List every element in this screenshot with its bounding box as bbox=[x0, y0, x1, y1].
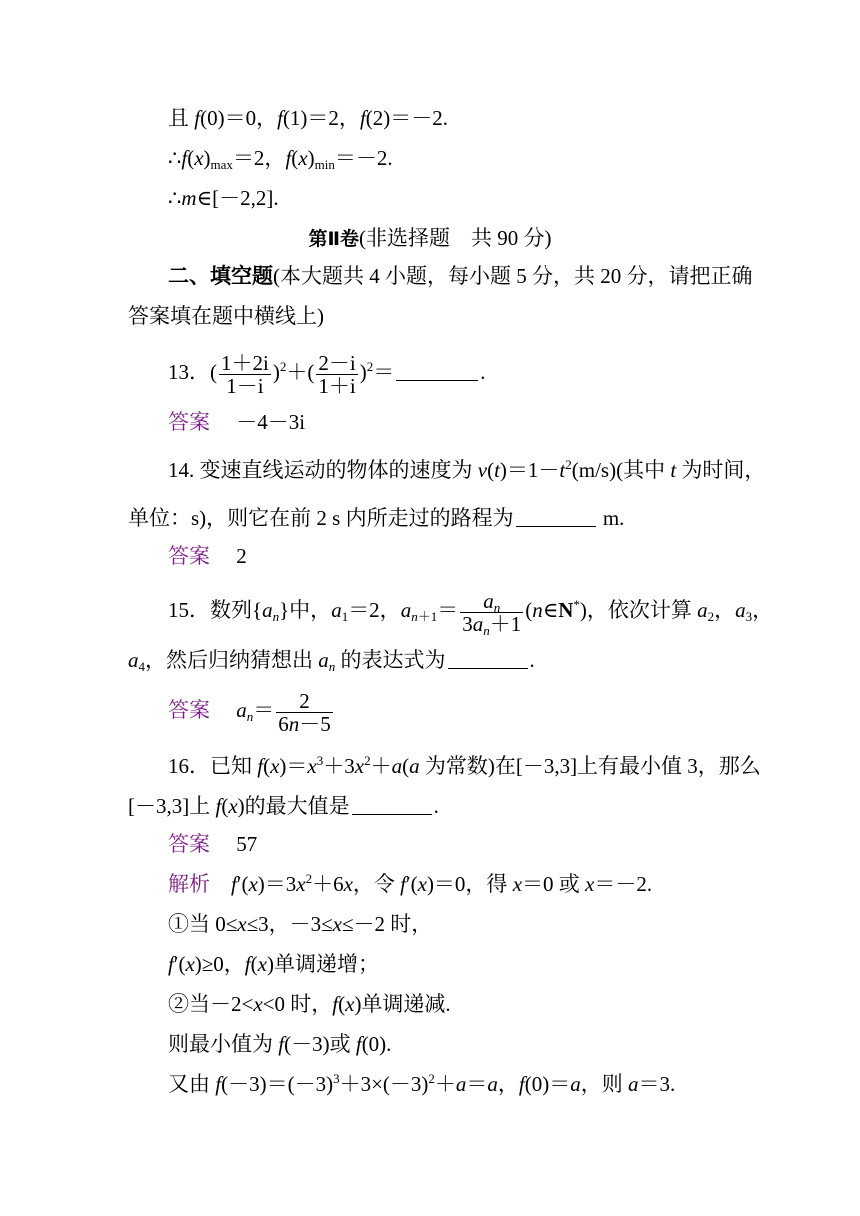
q15-answer-row: 答案 $a_n=$ $\frac{2}{6n-5}$ bbox=[168, 688, 331, 736]
q14-line-1: 14. 变速直线运动的物体的速度为 $v(t)=1-t^2(m/s)$(其中 t 为时间， bbox=[168, 457, 766, 482]
q13-number: 13． bbox=[168, 360, 210, 384]
q16-line-1: 16．已知 $f(x)=x^3+3x^2+a(a$ 为常数)在[－3,3]上有最小值 3，那么 bbox=[168, 753, 761, 778]
q13-fraction-2 bbox=[316, 352, 357, 397]
q16-analysis-3: f′(x)≥0，f(x)单调递增； bbox=[168, 952, 379, 976]
section-title: 第Ⅱ卷(非选择题 共 90 分) bbox=[308, 226, 552, 250]
q16-answer-label: 答案 bbox=[168, 832, 210, 856]
q16-analysis-2: ①当 0≤x≤3，－3≤x≤－2 时， bbox=[168, 912, 433, 936]
q16-analysis-label: 解析 bbox=[168, 872, 210, 896]
q16-line-2: [－3,3]上 f(x)的最大值是 . bbox=[128, 794, 439, 818]
q13-fraction-1 bbox=[219, 352, 271, 397]
q16-analysis-1: 解析 $f'(x)=3x^2+6x$，令 f′(x)＝0，得 x＝0 或 x＝－2. bbox=[168, 871, 653, 896]
q15-answer-fraction: $\frac{2}{6n-5}$ bbox=[278, 688, 331, 736]
top-line-3: ∴m∈[－2,2]. bbox=[168, 186, 279, 210]
q16-analysis-4: ②当－2<x<0 时，f(x)单调递减. bbox=[168, 992, 451, 1016]
q14-answer-label: 答案 bbox=[168, 544, 210, 568]
q13-frac1-den: 1－i bbox=[226, 373, 264, 398]
q13-frac2-num: 2－i bbox=[318, 350, 356, 375]
q15-answer-label: 答案 bbox=[168, 698, 210, 722]
section-intro-2: 答案填在题中横线上) bbox=[128, 304, 324, 328]
q14-answer-row bbox=[168, 542, 247, 570]
q16-analysis-5: 则最小值为 f(－3)或 f(0). bbox=[168, 1032, 392, 1056]
q13-frac1-num: 1＋2i bbox=[221, 350, 269, 375]
section-intro-line-1 bbox=[168, 262, 753, 290]
q14-answer: 2 bbox=[236, 544, 247, 568]
q16-analysis-6: 又由 $f(-3)=(-3)^3+3\times(-3)^2+a=a$，f(0)＝a，则 a＝3. bbox=[168, 1071, 676, 1096]
top-line-1-text: 且 f(0)＝0，f(1)＝2，f(2)＝－2. bbox=[168, 106, 449, 130]
section-heading: 二、填空题 bbox=[168, 264, 273, 288]
top-line-2: $\therefore f(x)_{max}=2$，$f(x)_{min}=-2$. bbox=[168, 146, 393, 172]
section-intro-line-2 bbox=[128, 302, 324, 330]
q16-answer: 57 bbox=[236, 832, 258, 856]
q15-fraction: $\frac{a_n}{3a_n+1}$ bbox=[462, 588, 522, 638]
q13-answer-label: 答案 bbox=[168, 410, 210, 434]
section-intro-1: (本大题共 4 小题，每小题 5 分，共 20 分，请把正确 bbox=[273, 264, 753, 288]
q13-blank bbox=[396, 360, 478, 381]
question-13: 13．( $\frac{1+2i}{1-i}$ )$^2$＋( $\frac{2-i}{1+i}$ )$^2$＝ . bbox=[168, 350, 486, 398]
q15-line-2: $a_4$，然后归纳猜想出 $a_n$ 的表达式为 . bbox=[128, 648, 535, 674]
q13-answer-row bbox=[168, 408, 305, 436]
q13-answer: －4－3i bbox=[236, 410, 306, 434]
q15-blank bbox=[448, 648, 528, 669]
q16-answer-row bbox=[168, 830, 257, 858]
q15-line-1: 15．数列$\{a_n\}$中，$a_1=2$，$a_{n+1}=$ $\frac{a_n}{3a_n+1}$ (n∈N*)，依次计算 $a_2$，$a_3$， bbox=[168, 588, 774, 638]
q16-blank bbox=[352, 794, 432, 815]
q14-line-2: 单位：s)，则它在前 2 s 内所走过的路程为 m. bbox=[128, 506, 625, 530]
q13-frac2-den: 1＋i bbox=[318, 373, 356, 398]
q14-blank bbox=[516, 506, 596, 527]
top-line-1 bbox=[168, 104, 448, 132]
